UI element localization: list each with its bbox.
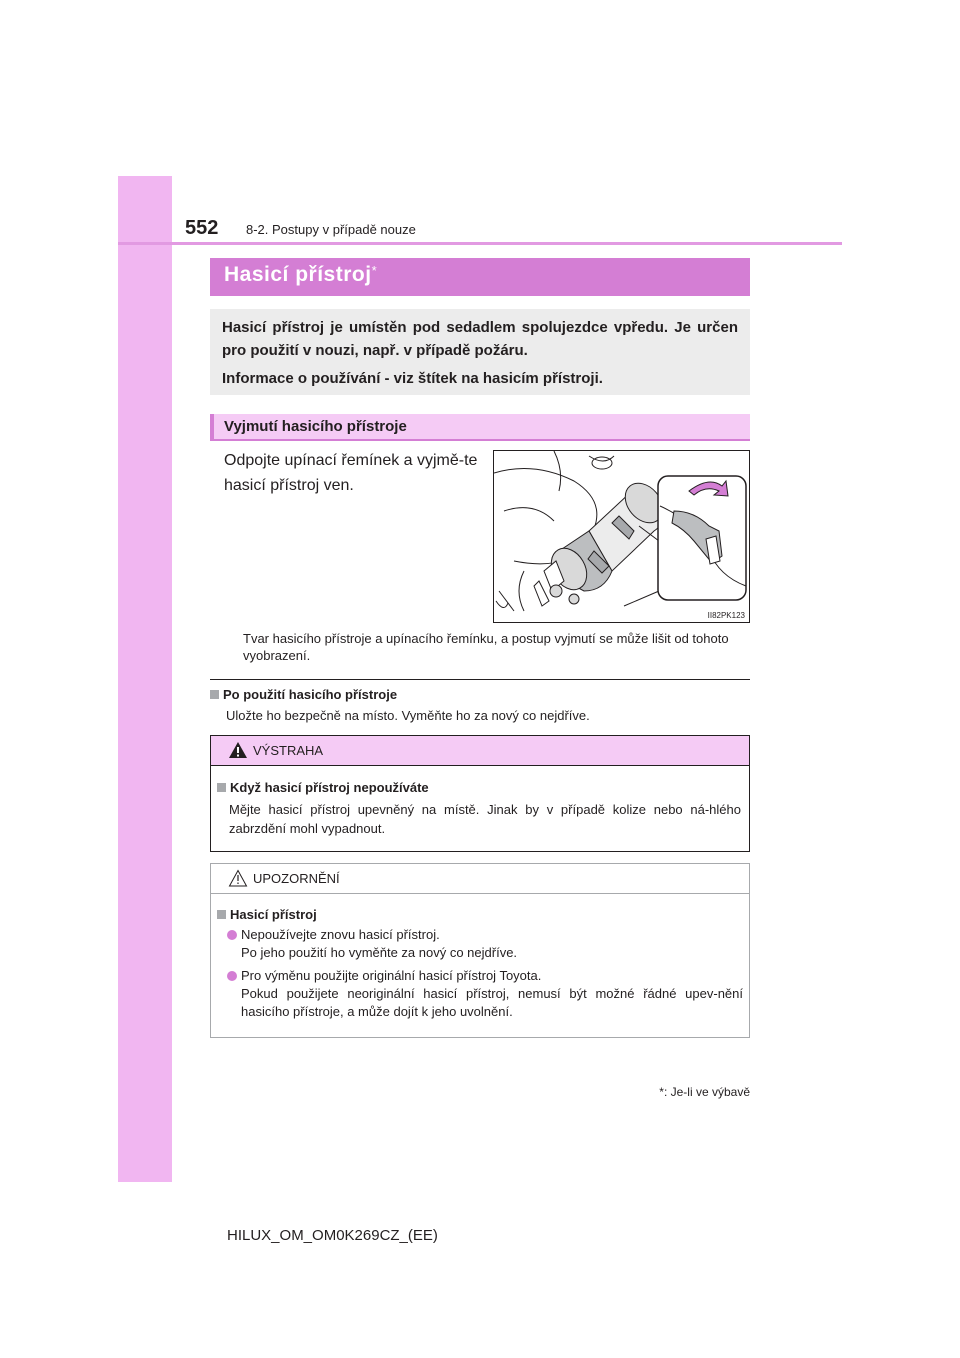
warning-subheading-text: Když hasicí přístroj nepoužíváte: [230, 780, 429, 795]
extinguisher-drawing: [494, 451, 749, 622]
page-title: [224, 263, 377, 287]
footnote-mark: *: [659, 1085, 664, 1099]
notice-bullet-1-line1: Nepoužívejte znovu hasicí přístroj.: [241, 927, 440, 942]
figure-note: Tvar hasicího přístroje a upínacího řemínku, a postup vyjmutí se může lišit od tohoto vyobrazení.: [243, 631, 729, 663]
notice-box: [210, 863, 750, 1038]
after-use-text: Uložte ho bezpečně na místo. Vyměňte ho za nový co nejdříve.: [226, 708, 590, 723]
title-mark: *: [371, 263, 378, 278]
bullet-dot-icon: [227, 971, 237, 981]
intro-box: [210, 309, 750, 395]
intro-line1: Hasicí přístroj je umístěn pod sedadlem spolujezdce vpředu. Je určen pro použití v nouzi, např. v případě požáru.: [222, 319, 738, 359]
removal-heading: Vyjmutí hasicího přístroje: [224, 418, 407, 435]
warning-label: VÝSTRAHA: [253, 743, 324, 758]
bullet-dot-icon: [227, 930, 237, 940]
notice-bullet-1-line2: Po jeho použití ho vyměňte za nový co nejdříve.: [241, 945, 518, 960]
warning-box: [210, 735, 750, 852]
notice-bullet-2-line1: Pro výměnu použijte originální hasicí přístroj Toyota.: [241, 968, 542, 983]
notice-bullet-2-line2: Pokud použijete neoriginální hasicí přístroj, nemusí být možné řádné upev-nění hasicího přístroje, a může dojít k jeho uvolnění.: [241, 986, 743, 1019]
page-number: 552: [185, 217, 219, 239]
square-bullet-icon: [210, 690, 219, 699]
side-tab: [118, 176, 172, 1182]
footer-code: HILUX_OM_OM0K269CZ_(EE): [227, 1227, 438, 1244]
removal-heading-bar: [210, 414, 750, 441]
extinguisher-illustration: [493, 450, 750, 623]
footnote: [640, 1085, 750, 1099]
intro-line2: Informace o používání - viz štítek na hasicím přístroji.: [222, 370, 603, 387]
after-use-heading-text: Po použití hasicího přístroje: [223, 687, 398, 702]
after-use-heading: [210, 687, 397, 702]
notice-header: [211, 864, 749, 894]
section-path: 8-2. Postupy v případě nouze: [246, 222, 416, 237]
notice-subheading-text: Hasicí přístroj: [230, 907, 317, 922]
title-text: Hasicí přístroj: [224, 263, 372, 286]
notice-bullet-1: [227, 926, 743, 962]
header-rule: [118, 242, 842, 245]
notice-subheading: [217, 907, 317, 922]
caution-triangle-icon: [228, 869, 248, 887]
warning-header: [211, 736, 749, 766]
warning-subheading: [217, 780, 429, 795]
square-bullet-icon: [217, 783, 226, 792]
square-bullet-icon: [217, 910, 226, 919]
warning-triangle-icon: [228, 741, 248, 759]
figure-code: II82PK123: [707, 611, 745, 620]
warning-text: Mějte hasicí přístroj upevněný na místě. Jinak by v případě kolize nebo ná-hlého zabrzdění mohl vypadnout.: [229, 802, 741, 836]
notice-label: UPOZORNĚNÍ: [253, 871, 340, 886]
divider: [210, 679, 750, 680]
title-bar: [210, 258, 750, 296]
notice-bullet-2: [227, 967, 743, 1021]
removal-step: Odpojte upínací řemínek a vyjmě-te hasicí přístroj ven.: [224, 452, 478, 494]
footnote-text: : Je-li ve výbavě: [663, 1085, 750, 1099]
